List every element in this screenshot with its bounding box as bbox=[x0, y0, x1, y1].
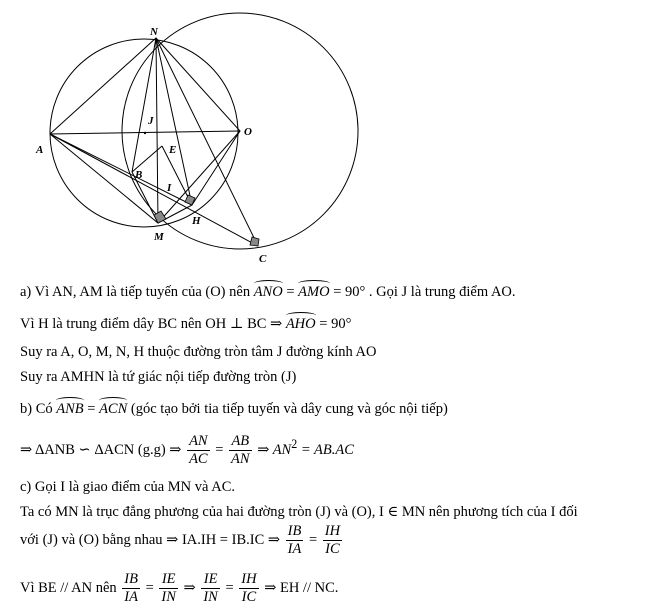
segment-NB bbox=[132, 38, 156, 172]
denominator: IA bbox=[287, 541, 302, 558]
part-c-line-4 bbox=[20, 570, 338, 606]
part-a-line-1 bbox=[20, 283, 516, 301]
fraction-IB-IA bbox=[286, 523, 304, 558]
label-H: H bbox=[192, 215, 201, 227]
part-a-line-3: Suy ra A, O, M, N, H thuộc đường tròn tâm J đường kính AO bbox=[20, 344, 377, 360]
result-AB-AC: = AB.AC bbox=[297, 441, 354, 458]
equals-sign: = bbox=[141, 580, 158, 596]
equals-sign: = bbox=[83, 401, 100, 417]
equals-sign: = bbox=[211, 441, 228, 458]
fraction-IE-IN bbox=[159, 571, 178, 606]
equals-sign: = bbox=[221, 580, 238, 596]
part-b-line-1 bbox=[20, 400, 448, 418]
label-B: B bbox=[135, 169, 143, 181]
part-c-line-2: Ta có MN là trục đẳng phương của hai đường tròn (J) và (O), I ∈ MN nên phương tích của I đối bbox=[20, 504, 578, 520]
fraction-IH-IC bbox=[323, 523, 342, 558]
fraction-IE-IN bbox=[201, 571, 220, 606]
denominator: AC bbox=[189, 451, 208, 467]
numerator: IE bbox=[159, 571, 178, 589]
label-N: N bbox=[150, 26, 158, 38]
equals-sign: = bbox=[305, 532, 321, 548]
numerator: IB bbox=[287, 523, 302, 540]
segment-NM bbox=[156, 38, 158, 223]
implies-sign: ⇒ bbox=[179, 580, 200, 596]
fraction-IB-IA bbox=[122, 571, 140, 606]
label-M: M bbox=[154, 231, 164, 243]
label-C: C bbox=[259, 253, 267, 265]
denominator: IN bbox=[203, 589, 218, 606]
part-b-line-1-tail: (góc tạo bởi tia tiếp tuyến và dây cung và góc nội tiếp) bbox=[127, 401, 448, 417]
part-a-line-2-tail: = 90° bbox=[315, 316, 352, 332]
denominator: IC bbox=[325, 541, 340, 558]
numerator: IB bbox=[124, 571, 138, 588]
fraction-IH-IC bbox=[239, 571, 258, 606]
angle-AHO: AHO bbox=[285, 316, 316, 332]
denominator: AN bbox=[231, 451, 250, 467]
denominator: IN bbox=[161, 589, 176, 606]
fraction-AB-AN bbox=[229, 433, 252, 468]
result-AN: ⇒ AN bbox=[253, 441, 292, 458]
angle-ANO: ANO bbox=[253, 284, 283, 300]
part-a-line-1-intro: a) Vì AN, AM là tiếp tuyến của (O) nên bbox=[20, 284, 254, 300]
label-O: O bbox=[244, 126, 252, 138]
part-a-line-2-intro: Vì H là trung điểm dây BC nên OH ⊥ BC ⇒ bbox=[20, 316, 286, 332]
point-J-dot bbox=[144, 132, 146, 134]
exponent: 2 bbox=[291, 437, 298, 451]
label-E: E bbox=[169, 144, 177, 156]
part-b-line-2 bbox=[20, 426, 354, 468]
numerator: AB bbox=[229, 433, 252, 451]
part-c-line-4-intro: Vì BE // AN nên bbox=[20, 580, 121, 596]
label-J: J bbox=[148, 115, 154, 127]
part-c-line-1: c) Gọi I là giao điểm của MN và AC. bbox=[20, 479, 236, 495]
numerator: IH bbox=[241, 571, 257, 588]
part-c-line-3-intro: với (J) và (O) bằng nhau ⇒ IA.IH = IB.IC ⇒ bbox=[20, 532, 284, 548]
segment-NC bbox=[156, 38, 258, 246]
angle-AMO: AMO bbox=[298, 284, 330, 300]
label-I: I bbox=[167, 182, 172, 194]
denominator: IA bbox=[124, 589, 138, 606]
part-a-line-1-tail: = 90° . Gọi J là trung điểm AO. bbox=[329, 284, 516, 300]
angle-ACN: ACN bbox=[99, 401, 128, 417]
numerator: AN bbox=[189, 433, 208, 449]
similar-triangles-statement: ⇒ ΔANB ∽ ΔACN (g.g) ⇒ bbox=[20, 441, 186, 458]
segment-NH bbox=[156, 38, 192, 205]
part-a-line-2 bbox=[20, 315, 351, 333]
geometry-figure bbox=[0, 0, 653, 270]
equals-sign: = bbox=[282, 284, 299, 300]
numerator: IE bbox=[201, 571, 220, 589]
right-angle-mark-C bbox=[250, 237, 259, 246]
part-a-line-4: Suy ra AMHN là tứ giác nội tiếp đường tròn (J) bbox=[20, 369, 297, 385]
part-b-line-1-intro: b) Có bbox=[20, 401, 57, 417]
angle-ANB: ANB bbox=[56, 401, 84, 417]
conclusion-EH-parallel-NC: ⇒ EH // NC. bbox=[260, 580, 339, 596]
numerator: IH bbox=[324, 523, 341, 540]
fraction-AN-AC bbox=[187, 433, 210, 468]
part-c-line-3 bbox=[20, 522, 344, 558]
label-A: A bbox=[36, 144, 44, 156]
denominator: IC bbox=[241, 589, 257, 606]
